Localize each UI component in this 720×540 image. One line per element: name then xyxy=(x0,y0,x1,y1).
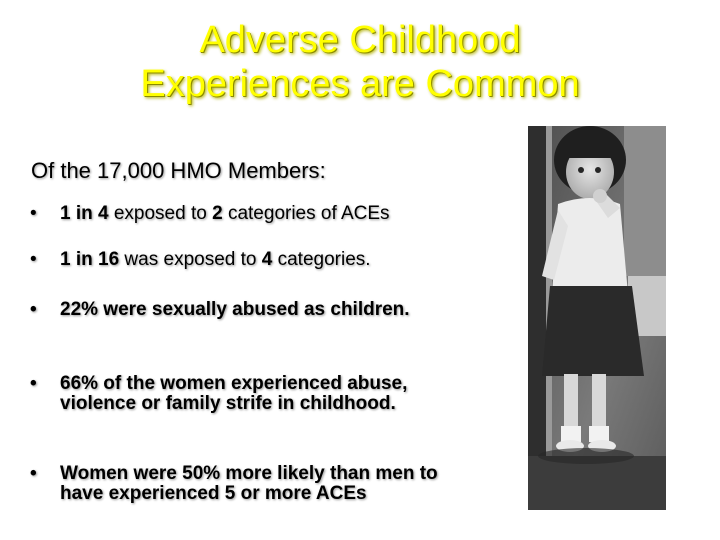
bullet-2-text-b: categories. xyxy=(272,249,371,270)
bullet-icon: • xyxy=(30,373,37,394)
title-line-2: Experiences are Common xyxy=(140,63,580,105)
bullet-item xyxy=(30,374,470,414)
bullet-item xyxy=(30,250,500,270)
child-photo xyxy=(528,126,666,510)
bullet-icon: • xyxy=(30,299,37,320)
bullet-icon: • xyxy=(30,463,37,484)
bullet-2-emph-b: 4 xyxy=(261,249,273,270)
bullet-item xyxy=(30,300,430,320)
bullet-item xyxy=(30,464,470,504)
bullet-1-text-a: exposed to xyxy=(108,203,213,224)
bullet-1-emph-a: 1 in 4 xyxy=(60,203,109,224)
subtitle xyxy=(31,158,326,184)
bullet-1-text-b: categories of ACEs xyxy=(222,203,390,224)
bullet-1-emph-b: 2 xyxy=(212,203,223,224)
subtitle-suffix: : xyxy=(319,158,326,183)
bullet-5-text: Women were 50% more likely than men to have experienced 5 or more ACEs xyxy=(60,463,438,504)
bullet-icon: • xyxy=(30,249,37,270)
bullet-2-emph-a: 1 in 16 xyxy=(60,249,120,270)
child-photo-illustration xyxy=(528,126,666,510)
slide-title xyxy=(40,18,680,106)
bullet-3-text: 22% were sexually abused as children. xyxy=(60,299,410,320)
bullet-item xyxy=(30,204,500,224)
bullet-icon: • xyxy=(30,203,37,224)
bullet-4-text: 66% of the women experienced abuse, violence or family strife in childhood. xyxy=(60,373,408,414)
subtitle-text: Of the 17,000 HMO Members xyxy=(31,158,320,183)
bullet-2-text-a: was exposed to xyxy=(119,249,262,270)
title-line-1: Adverse Childhood xyxy=(199,19,521,61)
